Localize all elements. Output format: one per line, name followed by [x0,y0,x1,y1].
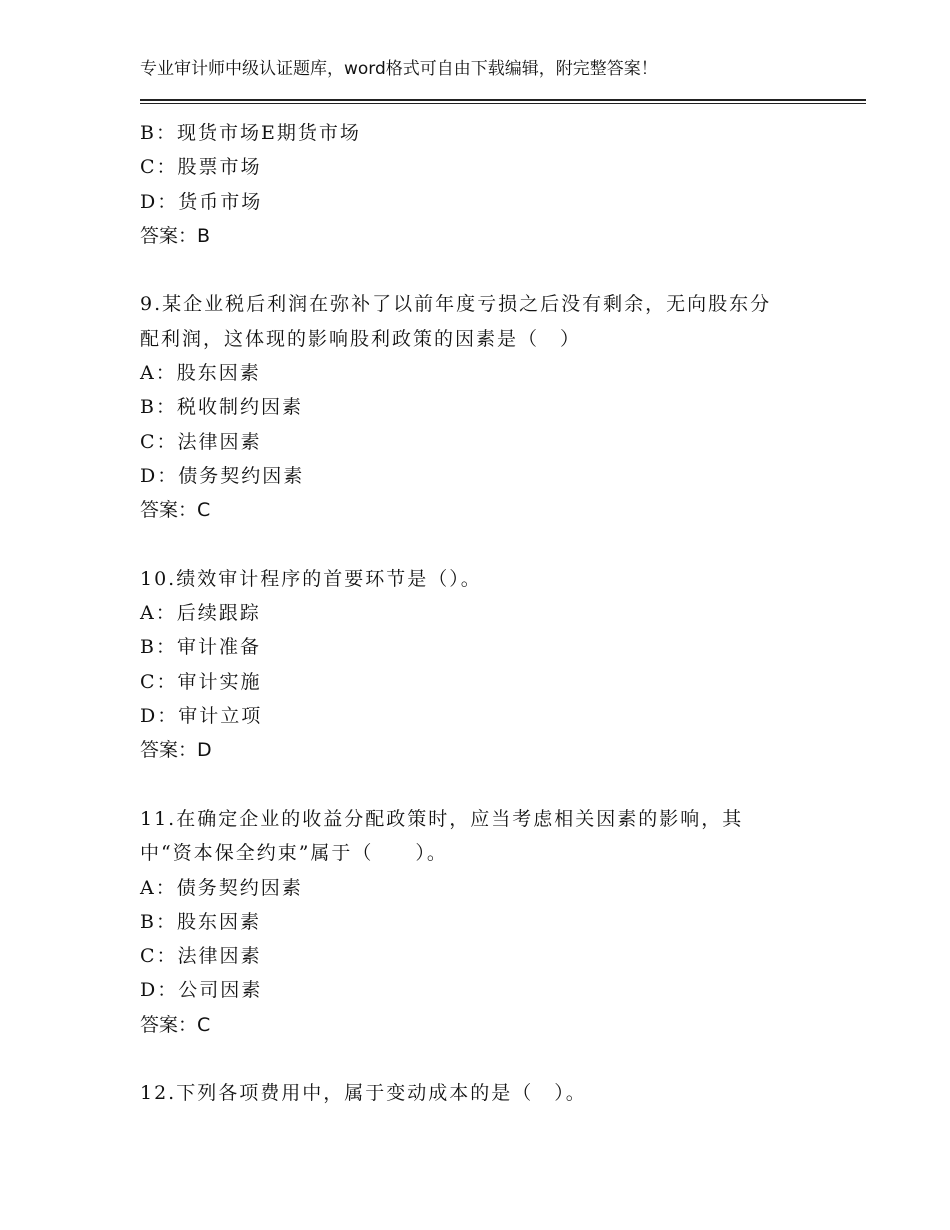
option-line: B：审计准备 [140,636,261,659]
option-line: A：后续跟踪 [140,602,261,625]
question-block [140,802,820,1042]
option-line: B：现货市场E期货市场 [140,122,361,144]
option-line: D：货币市场 [140,190,263,213]
header-rule-thick [140,99,866,101]
option-line: D：审计立项 [140,705,263,728]
option-line: C：审计实施 [140,670,262,693]
option-line: C：股票市场 [140,156,262,179]
option-line: A：股东因素 [140,362,261,385]
answer-line: 答案：D [140,739,212,762]
option-line: D：公司因素 [140,979,263,1002]
question-stem: 9.某企业税后利润在弥补了以前年度亏损之后没有剩余，无向股东分 [140,293,772,316]
continued-question [140,116,820,253]
question-content [140,116,820,1111]
header-rule-thin [140,103,866,104]
question-block [140,287,820,527]
page-header: 专业审计师中级认证题库，word格式可自由下载编辑，附完整答案！ [140,59,658,79]
question-block [140,562,820,768]
answer-line: 答案：C [140,499,211,522]
option-line: A：债务契约因素 [140,876,303,899]
question-stem: 10.绩效审计程序的首要环节是（）。 [140,567,482,590]
question-stem: 中“资本保全约束”属于（ ）。 [140,842,448,865]
answer-line: 答案：C [140,1013,211,1036]
answer-line: 答案：B [140,224,211,247]
option-line: D：债务契约因素 [140,464,305,487]
option-line: B：股东因素 [140,910,261,933]
question-block [140,1076,820,1110]
question-stem: 配利润，这体现的影响股利政策的因素是（ ） [140,327,582,350]
option-line: C：法律因素 [140,430,262,453]
question-stem: 11.在确定企业的收益分配政策时，应当考虑相关因素的影响，其 [140,807,744,830]
question-stem: 12.下列各项费用中，属于变动成本的是（ ）。 [140,1082,587,1105]
option-line: B：税收制约因素 [140,396,303,419]
option-line: C：法律因素 [140,945,262,968]
